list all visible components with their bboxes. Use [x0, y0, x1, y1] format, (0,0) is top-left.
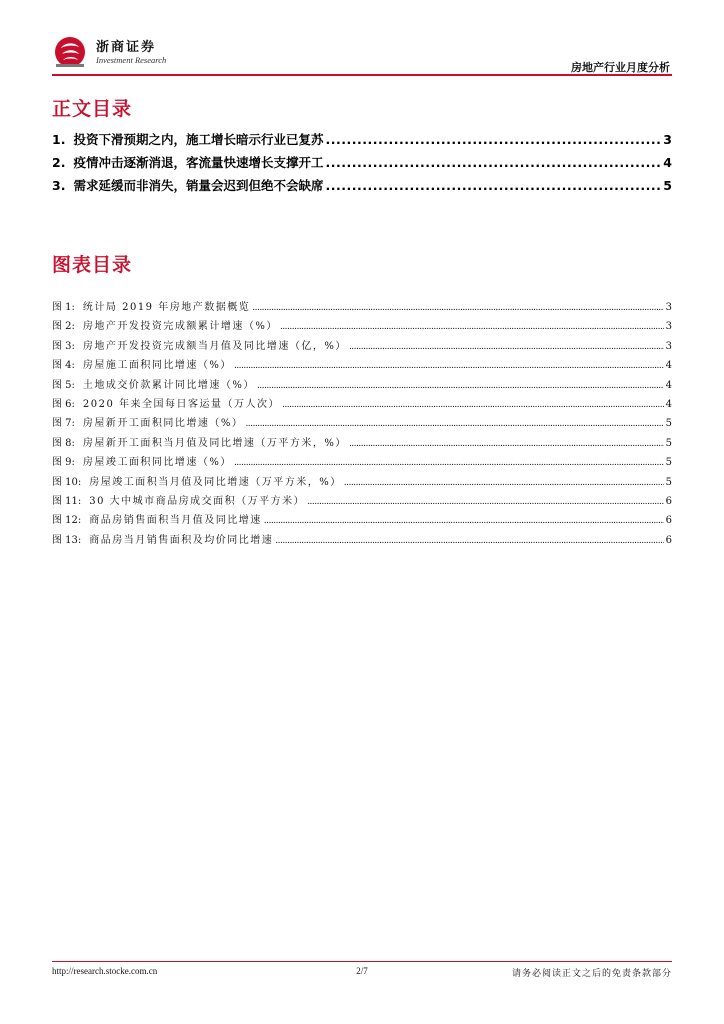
dot-leader [307, 496, 663, 507]
figure-entry-number: 图 12: [52, 515, 82, 527]
figure-entry-number: 图 3: [52, 340, 75, 352]
figure-entry[interactable] [52, 531, 672, 550]
figure-entry-number: 图 2: [52, 321, 75, 333]
figures-list [52, 298, 672, 550]
dot-leader [349, 438, 664, 449]
figure-entry-title: 房屋新开工面积同比增速（%） [82, 418, 244, 430]
figure-entry-number: 图 13: [52, 534, 82, 546]
figure-entry-number: 图 7: [52, 418, 75, 430]
figure-entry-page: 5 [665, 437, 672, 449]
toc-entry-number: 2. [52, 155, 66, 170]
figure-entry[interactable] [52, 453, 672, 472]
dot-leader [282, 399, 664, 410]
figure-entry-number: 图 6: [52, 398, 75, 410]
footer-url-link[interactable]: http://research.stocke.com.cn [52, 966, 158, 976]
dot-leader [264, 515, 664, 526]
figure-entry-title: 土地成交价款累计同比增速（%） [82, 379, 255, 391]
figure-entry-title: 房屋施工面积同比增速（%） [82, 360, 232, 372]
toc-entry[interactable] [52, 176, 672, 199]
figure-entry[interactable] [52, 414, 672, 433]
toc-entry-title: 需求延缓而非消失，销量会迟到但绝不会缺席 [73, 178, 324, 193]
figure-entry-page: 4 [665, 379, 672, 391]
contents-list [52, 130, 672, 199]
figure-entry[interactable] [52, 473, 672, 492]
footer-page-number: 2/7 [356, 966, 368, 976]
figure-entry-title: 2020 年来全国每日客运量（万人次） [82, 398, 281, 410]
toc-entry-number: 1. [52, 132, 66, 147]
company-logo [52, 34, 167, 70]
figures-title: 图表目录 [52, 254, 133, 276]
figure-entry-page: 5 [665, 418, 672, 430]
dot-leader [275, 535, 663, 546]
figure-entry-title: 房屋竣工面积同比增速（%） [82, 457, 232, 469]
figure-entry-number: 图 11: [52, 495, 82, 507]
figure-entry-page: 6 [665, 515, 672, 527]
figure-entry-title: 统计局 2019 年房地产数据概览 [82, 302, 251, 313]
dot-leader [234, 360, 664, 371]
header-divider [52, 74, 672, 76]
dot-leader [234, 457, 664, 468]
figure-entry-title: 房屋竣工面积当月值及同比增速（万平方米，%） [89, 476, 342, 488]
toc-entry-number: 3. [52, 178, 66, 193]
figure-entry-number: 图 9: [52, 457, 75, 469]
figure-entry-page: 4 [665, 398, 672, 410]
figure-entry[interactable] [52, 434, 672, 453]
figure-entry-number: 图 10: [52, 476, 82, 488]
figure-entry-page: 5 [665, 476, 672, 488]
figure-entry-page: 4 [665, 360, 672, 372]
dot-leader [252, 302, 663, 313]
dot-leader [325, 155, 661, 170]
footer-divider [52, 961, 672, 962]
figure-entry-page: 6 [665, 495, 672, 507]
toc-entry[interactable] [52, 153, 672, 176]
toc-entry-title: 投资下滑预期之内，施工增长暗示行业已复苏 [73, 132, 324, 147]
figure-entry-number: 图 5: [52, 379, 75, 391]
toc-entry[interactable] [52, 130, 672, 153]
figure-entry-page: 3 [665, 321, 672, 333]
figure-entry-title: 商品房销售面积当月值及同比增速 [89, 515, 262, 527]
figure-entry-page: 3 [665, 302, 672, 313]
figure-entry[interactable] [52, 356, 672, 375]
figure-entry-title: 房屋新开工面积当月值及同比增速（万平方米，%） [82, 437, 347, 449]
figure-entry-number: 图 8: [52, 437, 75, 449]
toc-entry-page: 4 [663, 155, 672, 170]
figure-entry-title: 房地产开发投资完成额累计增速（%） [82, 321, 278, 333]
figure-entry-number: 图 1: [52, 302, 75, 313]
dot-leader [280, 321, 664, 332]
logo-emblem-icon [52, 34, 88, 70]
figure-entry[interactable] [52, 317, 672, 336]
figure-entry[interactable] [52, 376, 672, 395]
figure-entry-page: 3 [665, 340, 672, 352]
toc-entry-title: 疫情冲击逐渐消退，客流量快速增长支撑开工 [73, 155, 324, 170]
contents-title: 正文目录 [52, 98, 133, 120]
dot-leader [325, 132, 661, 147]
logo-chinese-name: 浙商证券 [96, 40, 157, 55]
figure-entry-page: 6 [665, 534, 672, 546]
figure-entry[interactable] [52, 492, 672, 511]
figure-entry-title: 房地产开发投资完成额当月值及同比增速（亿，%） [82, 340, 347, 352]
toc-entry-page: 5 [663, 178, 672, 193]
report-type-label: 房地产行业月度分析 [571, 61, 670, 74]
figure-entry-page: 5 [665, 457, 672, 469]
figure-entry[interactable] [52, 511, 672, 530]
dot-leader [349, 341, 664, 352]
dot-leader [245, 418, 663, 429]
toc-entry-page: 3 [663, 132, 672, 147]
dot-leader [325, 178, 661, 193]
figure-entry-title: 30 大中城市商品房成交面积（万平方米） [89, 495, 306, 507]
dot-leader [257, 380, 664, 391]
figure-entry[interactable] [52, 337, 672, 356]
figure-entry[interactable] [52, 298, 672, 317]
footer-disclaimer: 请务必阅读正文之后的免责条款部分 [511, 968, 672, 978]
logo-english-name: Investment Research [96, 55, 167, 65]
figure-entry-title: 商品房当月销售面积及均价同比增速 [89, 534, 274, 546]
figure-entry[interactable] [52, 395, 672, 414]
figure-entry-number: 图 4: [52, 360, 75, 372]
dot-leader [344, 477, 664, 488]
